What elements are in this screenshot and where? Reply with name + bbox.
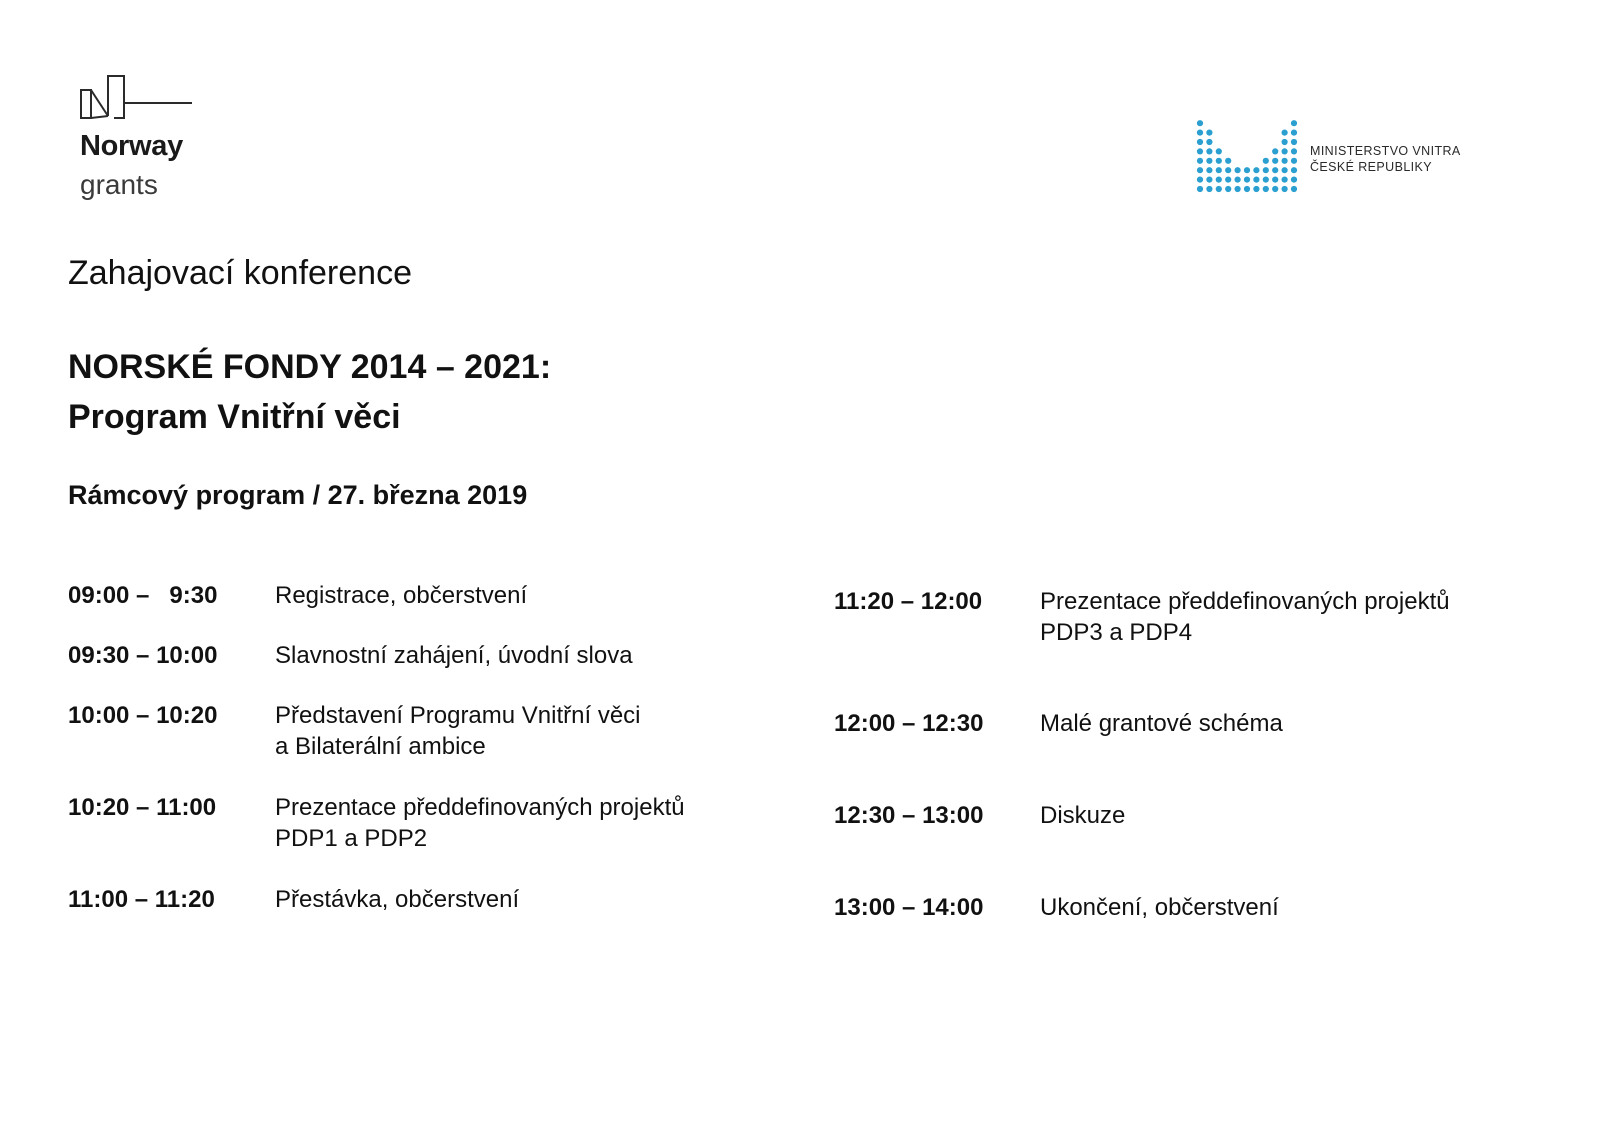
- ministry-dot: [1282, 167, 1288, 173]
- ministry-dot: [1206, 158, 1212, 164]
- ministry-dot: [1282, 158, 1288, 164]
- agenda-description-line: Ukončení, občerstvení: [1040, 894, 1279, 921]
- ministry-dot: [1291, 177, 1297, 183]
- agenda-description-line: PDP3 a PDP4: [1040, 619, 1193, 646]
- agenda-description-line: a Bilaterální ambice: [275, 733, 486, 760]
- norway-grants-logo: [80, 72, 210, 207]
- program-subtitle: Rámcový program / 27. března 2019: [68, 480, 528, 510]
- ministry-dot: [1272, 177, 1278, 183]
- ministry-dot: [1216, 177, 1222, 183]
- ministry-dot: [1216, 167, 1222, 173]
- ministry-dot: [1272, 158, 1278, 164]
- ministry-dot: [1291, 186, 1297, 192]
- agenda-description: [1040, 586, 1560, 648]
- agenda-description: [1040, 708, 1560, 739]
- ministry-dot: [1225, 167, 1231, 173]
- ministry-dot: [1291, 158, 1297, 164]
- ministry-dot: [1253, 186, 1259, 192]
- ministry-dot: [1272, 186, 1278, 192]
- ministry-dot: [1291, 167, 1297, 173]
- agenda-description-line: Prezentace předdefinovaných projektů: [275, 794, 685, 821]
- agenda-description-line: Přestávka, občerstvení: [275, 886, 520, 913]
- agenda-description: [1040, 800, 1560, 831]
- agenda-time: 11:00 – 11:20: [68, 886, 215, 913]
- norway-logo-word: Norway: [80, 130, 183, 162]
- ministry-dot: [1206, 186, 1212, 192]
- main-title-line1: NORSKÉ FONDY 2014 – 2021:: [68, 348, 552, 386]
- ministry-dot: [1206, 130, 1212, 136]
- ministry-dot: [1225, 158, 1231, 164]
- grants-logo-word: grants: [80, 169, 158, 200]
- ministry-dot: [1282, 186, 1288, 192]
- agenda-time: 10:20 – 11:00: [68, 794, 217, 821]
- agenda-description: [1040, 892, 1560, 923]
- agenda-description: [275, 792, 795, 854]
- ministry-dot: [1197, 139, 1203, 145]
- ministry-dot: [1291, 130, 1297, 136]
- agenda-time: 12:30 – 13:00: [834, 802, 984, 829]
- main-title: [68, 342, 551, 442]
- agenda-description-line: Představení Programu Vnitřní věci: [275, 702, 641, 729]
- ministry-dot: [1225, 186, 1231, 192]
- ministry-dot: [1197, 120, 1203, 126]
- ministry-dot: [1244, 177, 1250, 183]
- agenda-description: [275, 700, 795, 762]
- ministry-dot: [1263, 177, 1269, 183]
- ministry-dot: [1291, 120, 1297, 126]
- ministry-dot: [1216, 158, 1222, 164]
- ministry-dot: [1197, 177, 1203, 183]
- ministry-dot: [1272, 167, 1278, 173]
- ministry-logo-line1: MINISTERSTVO VNITRA: [1310, 144, 1461, 158]
- ministry-dot: [1206, 139, 1212, 145]
- ministry-dot: [1206, 167, 1212, 173]
- ministry-dot: [1235, 186, 1241, 192]
- ministry-dot: [1225, 177, 1231, 183]
- ministry-dot: [1282, 177, 1288, 183]
- ministry-logo-text: [1310, 143, 1461, 175]
- ministry-dot: [1244, 167, 1250, 173]
- ministry-dot: [1197, 130, 1203, 136]
- ministry-dot: [1282, 130, 1288, 136]
- ministry-dot: [1263, 186, 1269, 192]
- ministry-dot: [1282, 139, 1288, 145]
- ministry-dot: [1206, 148, 1212, 154]
- agenda-description: [275, 580, 795, 611]
- ministry-dot: [1197, 167, 1203, 173]
- ministry-dot: [1235, 167, 1241, 173]
- agenda-description: [275, 884, 795, 915]
- ministry-dot: [1282, 148, 1288, 154]
- agenda-description-line: Malé grantové schéma: [1040, 710, 1283, 737]
- ministry-dot: [1253, 167, 1259, 173]
- agenda-time: 13:00 – 14:00: [834, 894, 984, 921]
- agenda-description-line: PDP1 a PDP2: [275, 825, 428, 852]
- ministry-dot: [1244, 186, 1250, 192]
- ministry-dot: [1263, 167, 1269, 173]
- ministry-dot: [1206, 177, 1212, 183]
- conference-label: Zahajovací konference: [68, 254, 412, 292]
- agenda-time: 10:00 – 10:20: [68, 702, 218, 729]
- ministry-dot: [1272, 148, 1278, 154]
- ministry-dot: [1253, 177, 1259, 183]
- ministry-dot: [1235, 177, 1241, 183]
- ministry-logo: [1195, 117, 1485, 195]
- ministry-dot: [1197, 186, 1203, 192]
- ministry-dots-icon: [1195, 117, 1305, 195]
- ministry-logo-line2: ČESKÉ REPUBLIKY: [1310, 160, 1433, 174]
- ministry-dot: [1216, 148, 1222, 154]
- ministry-dot: [1216, 186, 1222, 192]
- norway-grants-symbol-icon: [80, 72, 210, 122]
- agenda-time: 09:30 – 10:00: [68, 642, 218, 669]
- agenda-time: 09:00 – 9:30: [68, 582, 218, 609]
- agenda-time: 12:00 – 12:30: [834, 710, 984, 737]
- ministry-dot: [1263, 158, 1269, 164]
- agenda-description-line: Prezentace předdefinovaných projektů: [1040, 588, 1450, 615]
- agenda-description-line: Registrace, občerstvení: [275, 582, 528, 609]
- agenda-time: 11:20 – 12:00: [834, 588, 983, 615]
- ministry-dot: [1197, 148, 1203, 154]
- ministry-dot: [1291, 139, 1297, 145]
- agenda-description-line: Diskuze: [1040, 802, 1126, 829]
- agenda-description: [275, 640, 795, 671]
- ministry-dot: [1197, 158, 1203, 164]
- ministry-dot: [1291, 148, 1297, 154]
- agenda-description-line: Slavnostní zahájení, úvodní slova: [275, 642, 633, 669]
- main-title-line2: Program Vnitřní věci: [68, 398, 401, 436]
